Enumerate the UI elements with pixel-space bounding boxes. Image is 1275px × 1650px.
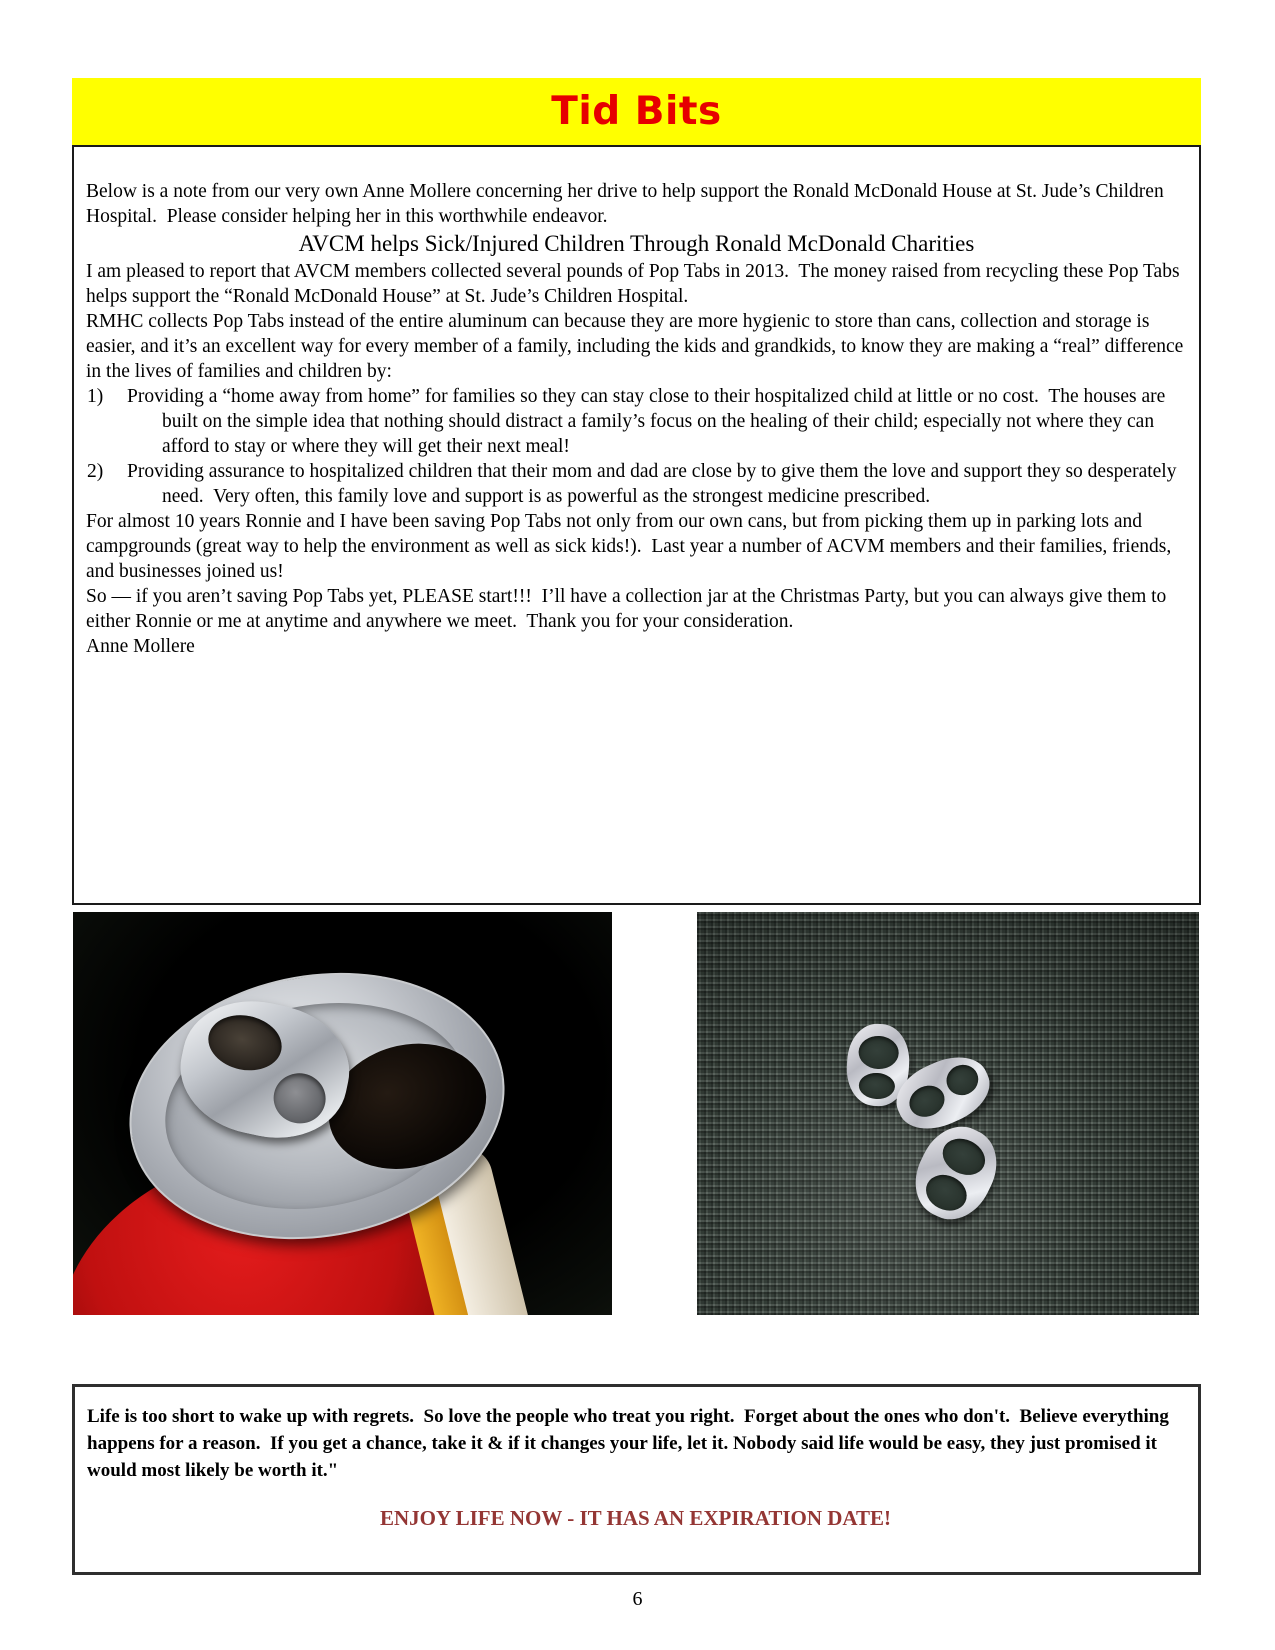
- pop-tab-3-hole-bottom: [920, 1168, 973, 1217]
- life-quote: Life is too short to wake up with regrets. So love the people who treat you right. Forget about the ones who don't. Believe everything happens for a reason. If you get a chance, take it & if it changes your life, let it. Nobody said life would be easy, they just promised it would most likely be worth it.": [87, 1406, 1174, 1481]
- page-title: Tid Bits: [551, 89, 722, 134]
- pull-tab-finger-hole: [203, 1009, 287, 1077]
- list-text-1: Providing a “home away from home” for families so they can stay close to their hospitalized child at little or no cost. The houses are built on the simple idea that nothing should distract a family’s focus on the healing of their child; especially not where they can afford to stay or where they will get their next meal!: [127, 386, 1171, 457]
- intro-paragraph: Below is a note from our very own Anne Mollere concerning her drive to help support the Ronald McDonald House at St. Jude’s Children Hospital. Please consider helping her in this worthwhile endeavor.: [86, 181, 1169, 227]
- can-top-photo: [73, 912, 612, 1315]
- pop-tab-3: [902, 1115, 1010, 1232]
- paragraph-please-start: So — if you aren’t saving Pop Tabs yet, PLEASE start!!! I’ll have a collection jar at the Christmas Party, but you can always give them to either Ronnie or me at anytime and anywhere we meet. Thank you for your consideration.: [86, 586, 1172, 632]
- pop-tab-2-hole-left: [904, 1080, 949, 1122]
- pop-tab-1-hole-top: [858, 1035, 900, 1070]
- list-item-1: [86, 384, 1187, 459]
- tidbits-banner: [72, 78, 1201, 145]
- section-heading: AVCM helps Sick/Injured Children Through Ronald McDonald Charities: [298, 231, 975, 256]
- quote-box: [72, 1384, 1201, 1575]
- enjoy-life-tagline: ENJOY LIFE NOW - IT HAS AN EXPIRATION DATE!: [379, 1506, 892, 1530]
- paragraph-ten-years: For almost 10 years Ronnie and I have been saving Pop Tabs not only from our own cans, but from picking them up in parking lots and campgrounds (great way to help the environment as well as sick kids!). Last year a number of ACVM members and their families, friends, and businesses joined us!: [86, 511, 1177, 582]
- paragraph-pop-tabs-2013: I am pleased to report that AVCM members collected several pounds of Pop Tabs in 2013. The money raised from recycling these Pop Tabs helps support the “Ronald McDonald House” at St. Jude’s Children Hospital.: [86, 261, 1185, 307]
- list-number-2: 2): [87, 461, 104, 482]
- pop-tab-1-hole-bottom: [858, 1072, 895, 1100]
- signature: Anne Mollere: [86, 636, 195, 657]
- pull-tab-rivet-hole: [269, 1068, 330, 1128]
- list-text-2: Providing assurance to hospitalized children that their mom and dad are close by to give them the love and support they so desperately need. Very often, this family love and support is as powerful as the strongest medicine prescribed.: [127, 461, 1182, 507]
- list-item-2: [86, 459, 1187, 509]
- page-number: 6: [632, 1588, 643, 1610]
- paragraph-rmhc: RMHC collects Pop Tabs instead of the entire aluminum can because they are more hygienic to store than cans, collection and storage is easier, and it’s an excellent way for every member of a family, including the kids and grandkids, to know they are making a “real” difference in the lives of families and children by:: [86, 311, 1189, 382]
- note-box: [72, 145, 1201, 905]
- pop-tab-2-hole-right: [942, 1060, 983, 1100]
- list-number-1: 1): [87, 386, 104, 407]
- pop-tabs-photo: [697, 912, 1199, 1315]
